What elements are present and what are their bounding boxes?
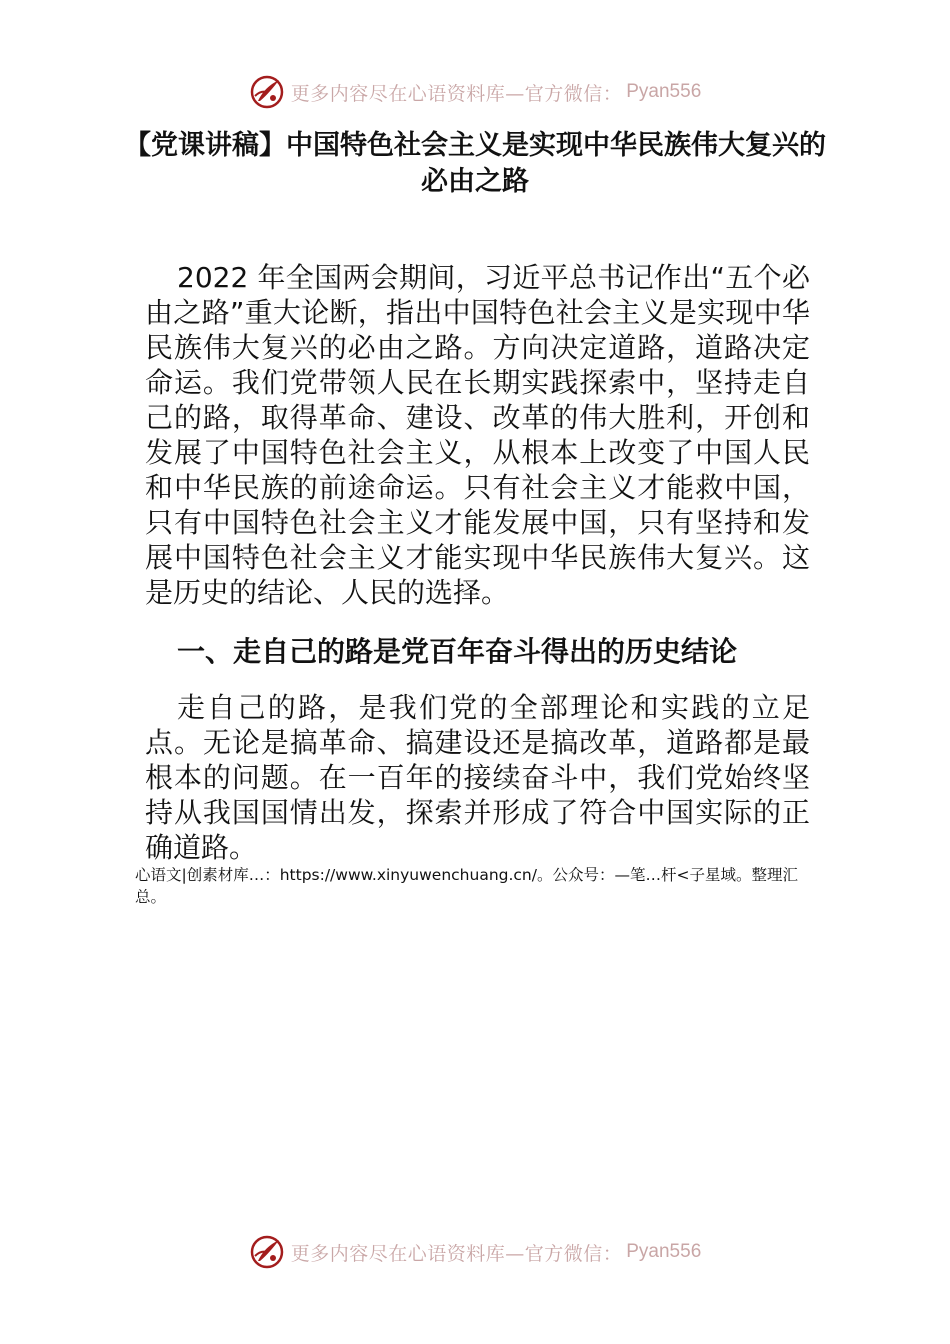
watermark-text: 更多内容尽在心语资料库—官方微信： [290,82,623,105]
feather-brush-logo-icon [249,74,285,110]
source-note: 心语文|创素材库…：https://www.xinyuwenchuang.cn/。公众号：—笔…杆<子星域。整理汇总。 [135,866,798,906]
footer-watermark-banner [0,1232,950,1272]
paragraph-section-1: 走自己的路，是我们党的全部理论和实践的立足点。无论是搞革命、搞建设还是搞改革，道路都是最根本的问题。在一百年的接续奋斗中，我们党始终坚持从我国国情出发，探索并形成了符合中国实际的正确道路。 [145,691,810,864]
watermark-text: 更多内容尽在心语资料库—官方微信： [290,1242,623,1265]
document-title: 【党课讲稿】中国特色社会主义是实现中华民族伟大复兴的必由之路 [124,130,826,197]
header-watermark-banner [0,72,950,112]
section-heading-1: 一、走自己的路是党百年奋斗得出的历史结论 [177,635,738,668]
feather-brush-logo-icon [249,1234,285,1270]
watermark-account: Pyan556 [626,1241,702,1262]
paragraph-intro: 2022 年全国两会期间，习近平总书记作出“五个必由之路”重大论断，指出中国特色社会主义是实现中华民族伟大复兴的必由之路。方向决定道路，道路决定命运。我们党带领人民在长期实践探索中，坚持走自己的路，取得革命、建设、改革的伟大胜利，开创和发展了中国特色社会主义，从根本上改变了中国人民和中华民族的前途命运。只有社会主义才能救中国，只有中国特色社会主义才能发展中国，只有坚持和发展中国特色社会主义才能实现中华民族伟大复兴。这是历史的结论、人民的选择。 [145,261,810,609]
watermark-account: Pyan556 [626,81,702,102]
